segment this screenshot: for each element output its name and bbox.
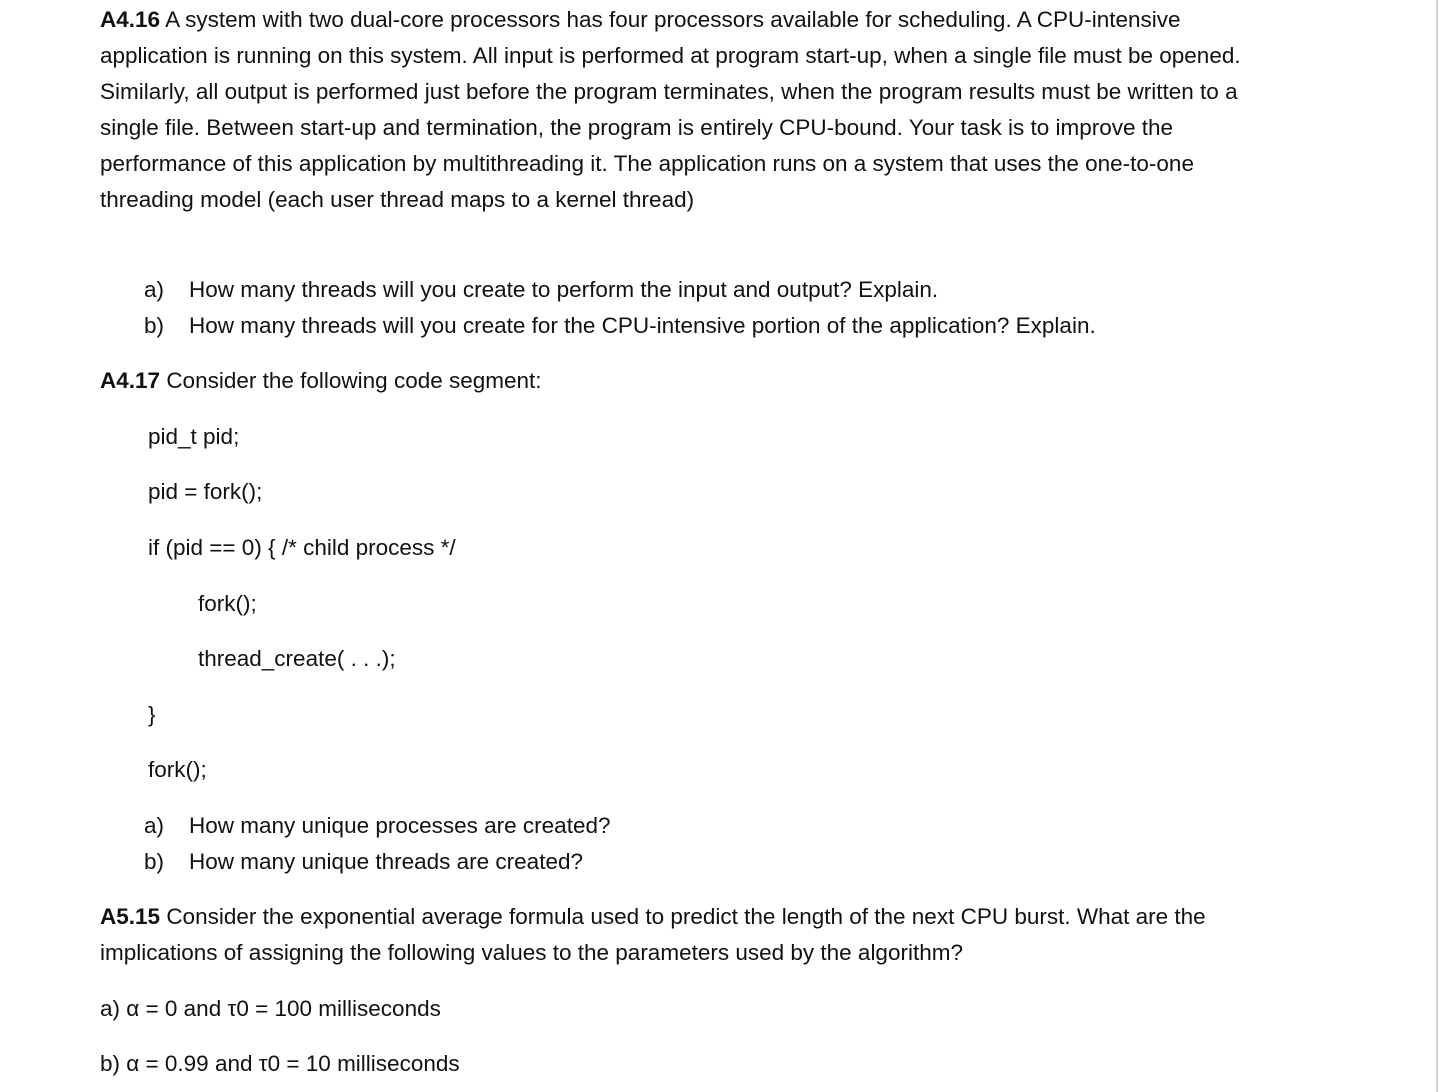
part-text: How many unique threads are created? [189,849,583,874]
code-line: } [148,702,156,727]
code-line: fork(); [198,591,257,616]
code-line: pid = fork(); [148,479,263,504]
question-label: A5.15 [100,904,161,929]
question-text: A system with two dual-core processors has four processors available for scheduling. A CPU-intensive application is running on this system. All input is performed at program start-up, when a single file must be opened. Similarly, all output is performed just before the program terminates, when the program results must be written to a single file. Between start-up and termination, the program is entirely CPU-bound. Your task is to improve the performance of this application by multithreading it. The application runs on a system that uses the one-to-one threading model (each user thread maps to a kernel thread) [100,7,1241,212]
part-text: How many threads will you create for the CPU-intensive portion of the application? Explain. [189,313,1096,338]
question-label: A4.16 [100,7,161,32]
code-line: thread_create( . . .); [198,646,396,671]
part-label: b) [144,313,165,338]
question-text: Consider the following code segment: [166,368,542,393]
question-a4-17 [100,363,1260,399]
code-line: fork(); [148,757,207,782]
question-a5-15 [100,899,1260,971]
part-text: How many unique processes are created? [189,813,611,838]
part-label: a) [144,813,165,838]
parameter-case: a) α = 0 and τ0 = 100 milliseconds [100,996,441,1021]
page-border [1436,0,1438,1092]
question-label: A4.17 [100,368,161,393]
code-line: pid_t pid; [148,424,240,449]
parameter-case: b) α = 0.99 and τ0 = 10 milliseconds [100,1051,460,1076]
part-text: How many threads will you create to perform the input and output? Explain. [189,277,939,302]
part-label: b) [144,849,165,874]
code-line: if (pid == 0) { /* child process */ [148,535,456,560]
question-text: Consider the exponential average formula used to predict the length of the next CPU burst. What are the implications of assigning the following values to the parameters used by the algorithm? [100,904,1206,965]
part-label: a) [144,277,165,302]
question-a4-16 [100,2,1260,218]
